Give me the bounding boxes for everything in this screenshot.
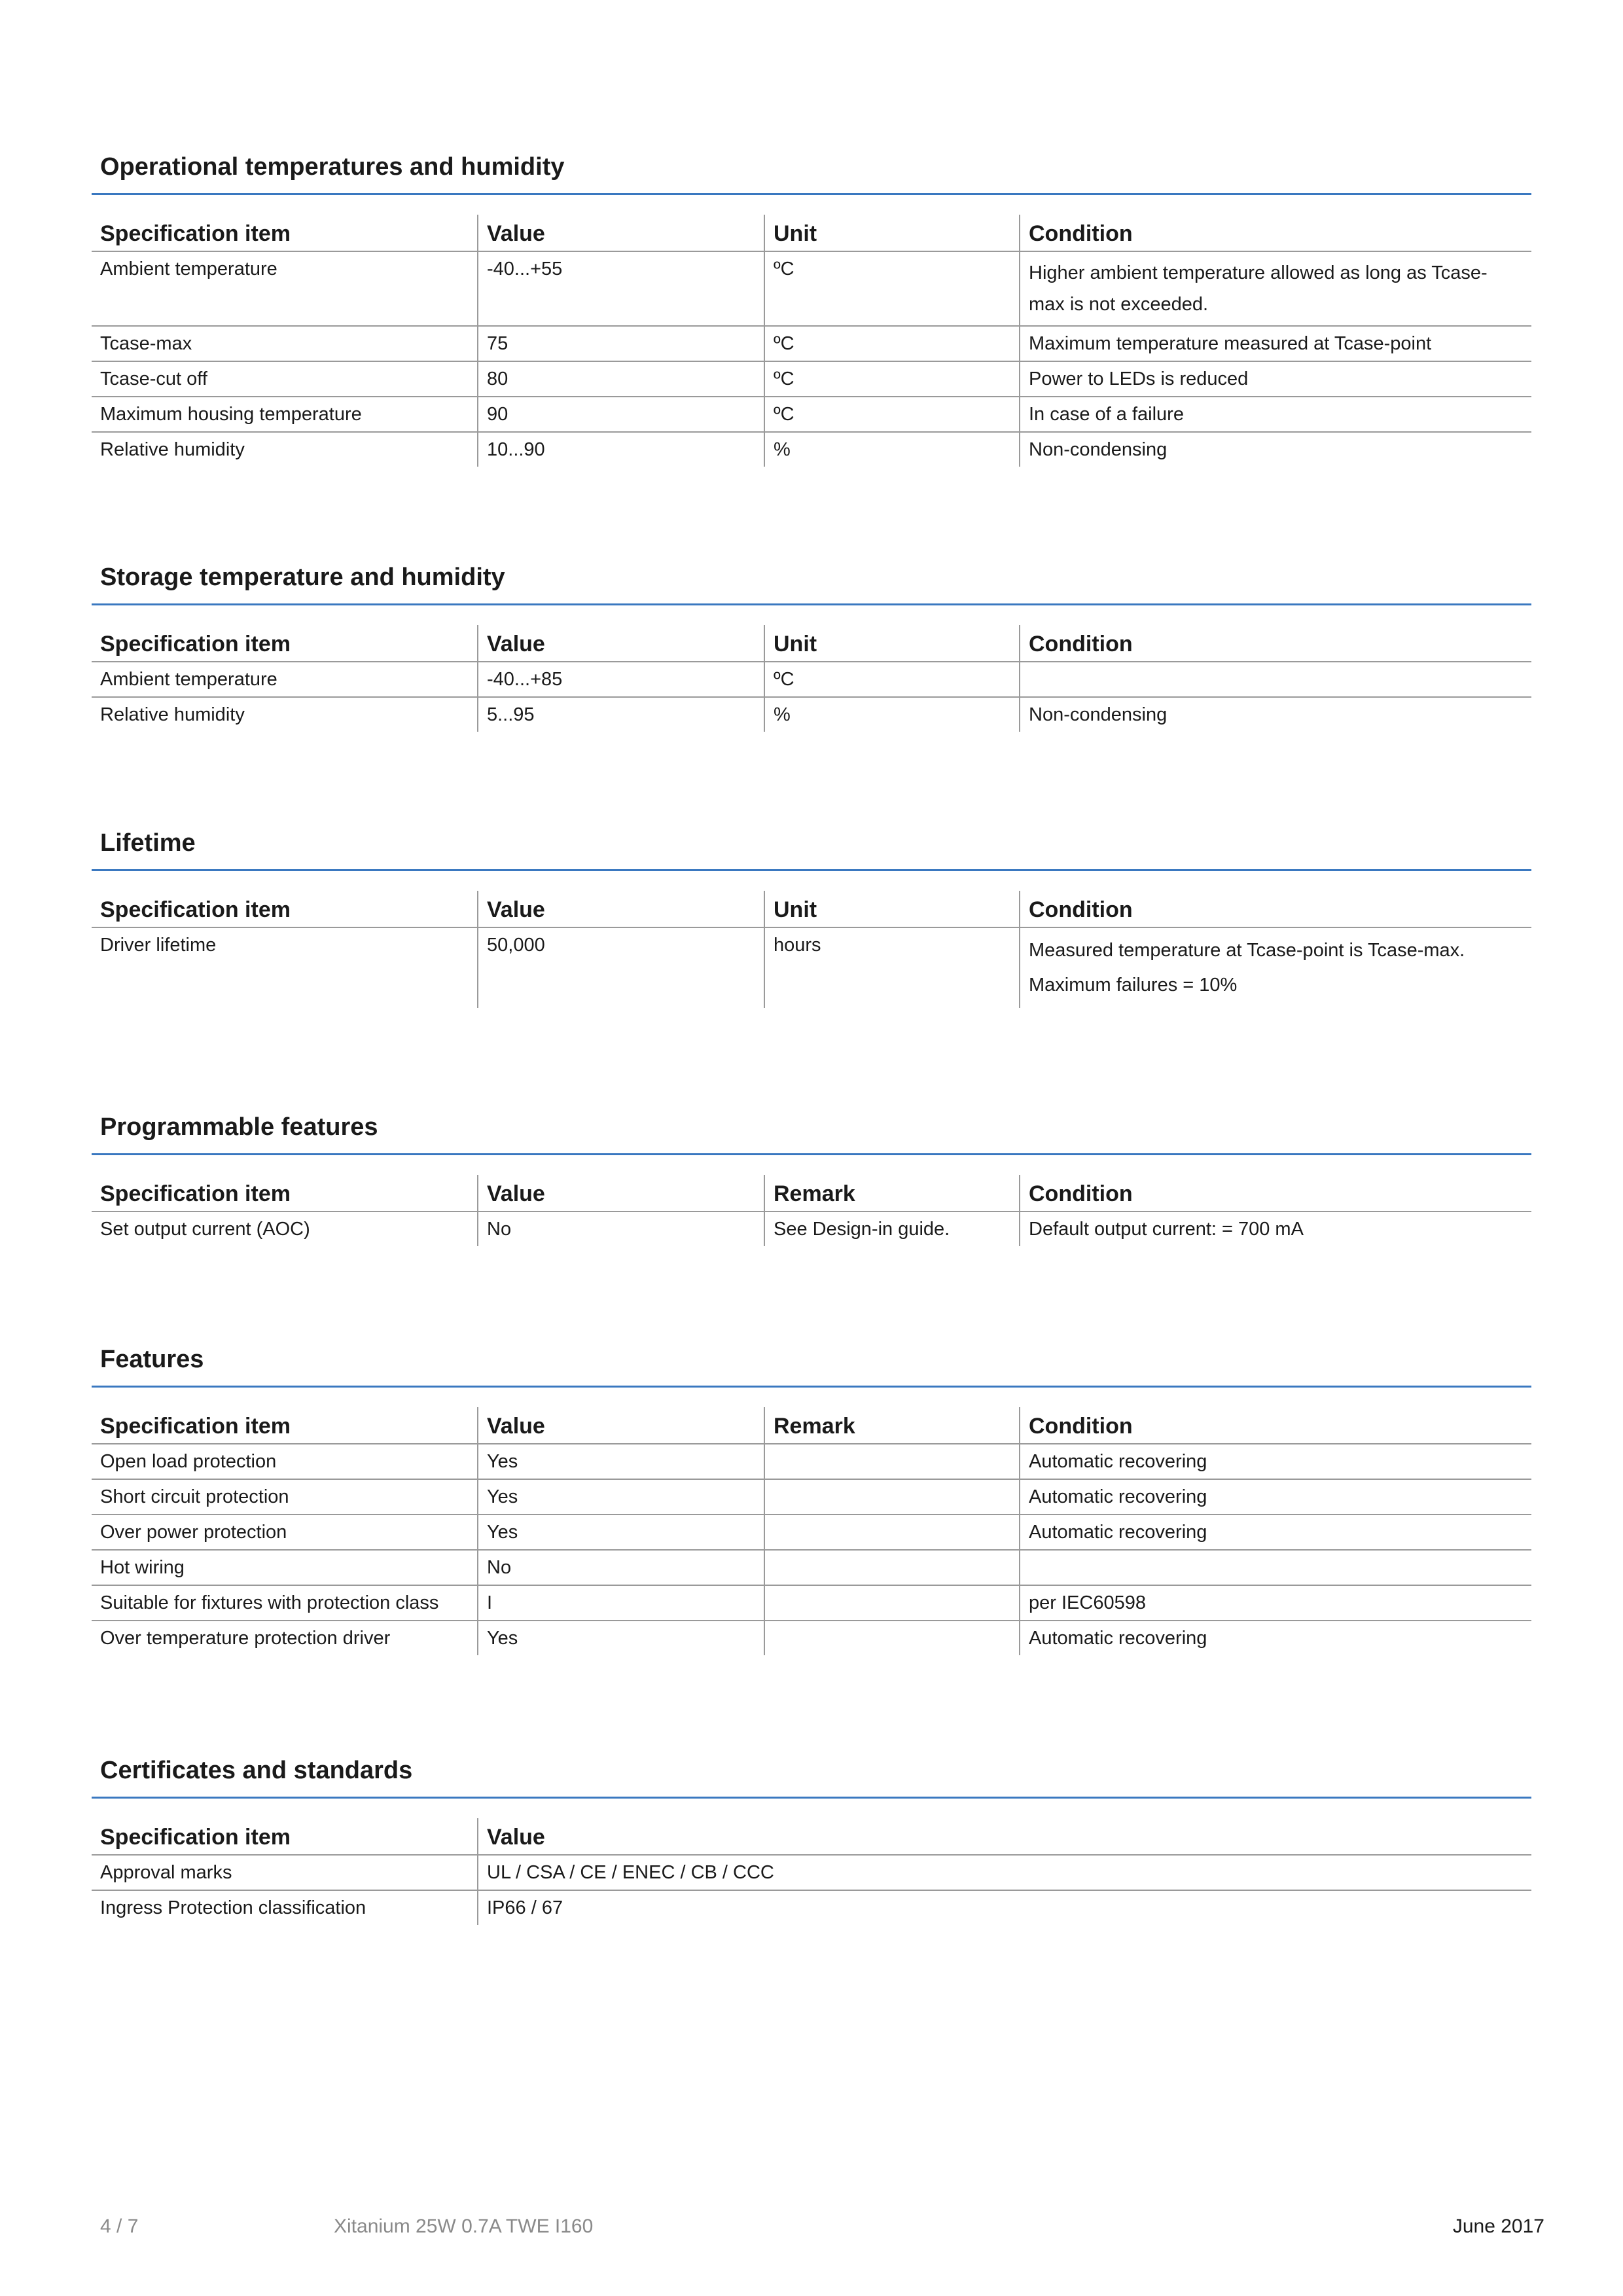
footer-product-name: Xitanium 25W 0.7A TWE I160: [334, 2215, 594, 2237]
section-rule: [92, 869, 1531, 871]
cell-spec-item: Set output current (AOC): [100, 1219, 310, 1240]
table-header-row: [92, 215, 1531, 251]
table-row: [92, 1855, 1531, 1890]
header-value: Value: [478, 891, 764, 927]
header-remark: Remark: [764, 1175, 1020, 1211]
section-title: Lifetime: [100, 829, 196, 857]
section-rule: [92, 1797, 1531, 1799]
cell-value: -40...+55: [478, 251, 764, 326]
table-row: [92, 251, 1531, 326]
header-value: Value: [478, 215, 764, 251]
section-title: Certificates and standards: [100, 1757, 413, 1784]
cell-spec-item: Maximum housing temperature: [92, 397, 478, 432]
table-row: [92, 1621, 1531, 1655]
spec-table: [92, 215, 1531, 467]
cell-condition: per IEC60598: [1020, 1585, 1531, 1621]
cell-condition: Measured temperature at Tcase-point is Tcase-max. Maximum failures = 10%: [1020, 927, 1531, 1008]
cell-unit: ºC: [764, 662, 1020, 697]
spec-table: [92, 1818, 1531, 1925]
section-title: Storage temperature and humidity: [100, 564, 505, 591]
table-header-row: [92, 1407, 1531, 1444]
cell-condition: Higher ambient temperature allowed as long as Tcase-max is not exceeded.: [1020, 251, 1531, 326]
cell-value: -40...+85: [478, 662, 764, 697]
cell-remark: [764, 1444, 1020, 1479]
footer-page-number: 4 / 7: [100, 2215, 139, 2237]
section-operational-temperatures: [92, 147, 1531, 467]
cell-value: Yes: [478, 1515, 764, 1550]
cell-spec-item: Driver lifetime: [100, 935, 217, 956]
table-row: [92, 397, 1531, 432]
cell-value: I: [478, 1585, 764, 1621]
table-row: [92, 361, 1531, 397]
cell-value: 75: [478, 326, 764, 361]
section-rule: [92, 1386, 1531, 1388]
table-row: [92, 662, 1531, 697]
cell-spec-item: Tcase-max: [92, 326, 478, 361]
cell-condition: Automatic recovering: [1020, 1515, 1531, 1550]
cell-unit: %: [764, 432, 1020, 467]
table-row: [92, 1890, 1531, 1925]
cell-unit: ºC: [764, 251, 1020, 326]
spec-table: [92, 625, 1531, 732]
cell-remark: [764, 1621, 1020, 1655]
cell-spec-item: Ambient temperature: [92, 251, 478, 326]
table-row: [92, 1585, 1531, 1621]
cell-condition: Non-condensing: [1020, 697, 1531, 732]
cell-unit: ºC: [764, 361, 1020, 397]
section-lifetime: [92, 823, 1531, 1008]
table-row: [92, 1515, 1531, 1550]
section-storage-temperature: [92, 558, 1531, 732]
table-header-row: [92, 625, 1531, 662]
section-title: Programmable features: [100, 1113, 378, 1141]
cell-remark: [764, 1585, 1020, 1621]
table-row: [92, 1211, 1531, 1246]
cell-value: UL / CSA / CE / ENEC / CB / CCC: [478, 1855, 1531, 1890]
section-rule: [92, 1153, 1531, 1155]
spec-table: [92, 891, 1531, 1008]
cell-spec-item: Open load protection: [92, 1444, 478, 1479]
cell-value: 90: [478, 397, 764, 432]
header-spec-item: Specification item: [92, 891, 478, 927]
table-header-row: [92, 1175, 1531, 1211]
table-row: [92, 1444, 1531, 1479]
cell-value: 10...90: [478, 432, 764, 467]
header-spec-item: Specification item: [92, 1407, 478, 1444]
section-rule: [92, 603, 1531, 605]
cell-value: IP66 / 67: [478, 1890, 1531, 1925]
header-condition: Condition: [1020, 625, 1531, 662]
cell-value: Yes: [478, 1479, 764, 1515]
cell-condition: Automatic recovering: [1020, 1479, 1531, 1515]
header-spec-item: Specification item: [92, 1818, 478, 1855]
header-spec-item: Specification item: [92, 625, 478, 662]
table-row: [92, 697, 1531, 732]
section-title: Features: [100, 1346, 204, 1373]
cell-value: 80: [478, 361, 764, 397]
section-certificates: [92, 1751, 1531, 1925]
section-programmable-features: [92, 1107, 1531, 1246]
cell-spec-item: Ambient temperature: [92, 662, 478, 697]
header-value: Value: [478, 1175, 764, 1211]
cell-condition: In case of a failure: [1020, 397, 1531, 432]
cell-unit: %: [764, 697, 1020, 732]
table-header-row: [92, 891, 1531, 927]
header-value: Value: [478, 625, 764, 662]
cell-remark: [764, 1550, 1020, 1585]
section-features: [92, 1340, 1531, 1655]
cell-spec-item: Relative humidity: [100, 439, 245, 460]
header-remark: Remark: [764, 1407, 1020, 1444]
table-row: [92, 1479, 1531, 1515]
header-value: Value: [478, 1818, 1531, 1855]
section-rule: [92, 193, 1531, 195]
table-row: [92, 432, 1531, 467]
header-spec-item: Specification item: [92, 1175, 478, 1211]
header-unit: Unit: [764, 891, 1020, 927]
cell-spec-item: Tcase-cut off: [92, 361, 478, 397]
cell-spec-item: Over temperature protection driver: [100, 1628, 391, 1649]
cell-spec-item: Relative humidity: [100, 704, 245, 725]
cell-remark: [764, 1479, 1020, 1515]
header-spec-item: Specification item: [92, 215, 478, 251]
footer-date: June 2017: [1452, 2215, 1544, 2237]
table-row: [92, 927, 1531, 1008]
cell-condition: Maximum temperature measured at Tcase-point: [1020, 326, 1531, 361]
cell-value: 50,000: [478, 927, 764, 1008]
table-row: [92, 1550, 1531, 1585]
section-title: Operational temperatures and humidity: [100, 153, 565, 181]
header-unit: Unit: [764, 625, 1020, 662]
spec-table: [92, 1175, 1531, 1246]
header-condition: Condition: [1020, 891, 1531, 927]
spec-table: [92, 1407, 1531, 1655]
cell-spec-item: Suitable for fixtures with protection class: [92, 1585, 478, 1621]
cell-condition: [1020, 1550, 1531, 1585]
cell-condition: [1020, 662, 1531, 697]
table-header-row: [92, 1818, 1531, 1855]
cell-unit: ºC: [764, 397, 1020, 432]
cell-value: No: [478, 1211, 764, 1246]
cell-value: Yes: [478, 1444, 764, 1479]
header-value: Value: [478, 1407, 764, 1444]
cell-condition: Automatic recovering: [1020, 1621, 1531, 1655]
cell-condition: Non-condensing: [1020, 432, 1531, 467]
header-unit: Unit: [764, 215, 1020, 251]
cell-spec-item: Approval marks: [92, 1855, 478, 1890]
cell-value: 5...95: [478, 697, 764, 732]
cell-spec-item: Over power protection: [92, 1515, 478, 1550]
cell-condition: Automatic recovering: [1020, 1444, 1531, 1479]
cell-value: Yes: [478, 1621, 764, 1655]
cell-unit: hours: [764, 927, 1020, 1008]
cell-value: No: [478, 1550, 764, 1585]
cell-remark: See Design-in guide.: [764, 1211, 1020, 1246]
table-row: [92, 326, 1531, 361]
header-condition: Condition: [1020, 1175, 1531, 1211]
cell-remark: [764, 1515, 1020, 1550]
cell-condition: Default output current: = 700 mA: [1020, 1211, 1531, 1246]
header-condition: Condition: [1020, 215, 1531, 251]
cell-spec-item: Short circuit protection: [92, 1479, 478, 1515]
header-condition: Condition: [1020, 1407, 1531, 1444]
cell-unit: ºC: [764, 326, 1020, 361]
cell-spec-item: Ingress Protection classification: [100, 1897, 366, 1918]
cell-spec-item: Hot wiring: [92, 1550, 478, 1585]
cell-condition: Power to LEDs is reduced: [1020, 361, 1531, 397]
